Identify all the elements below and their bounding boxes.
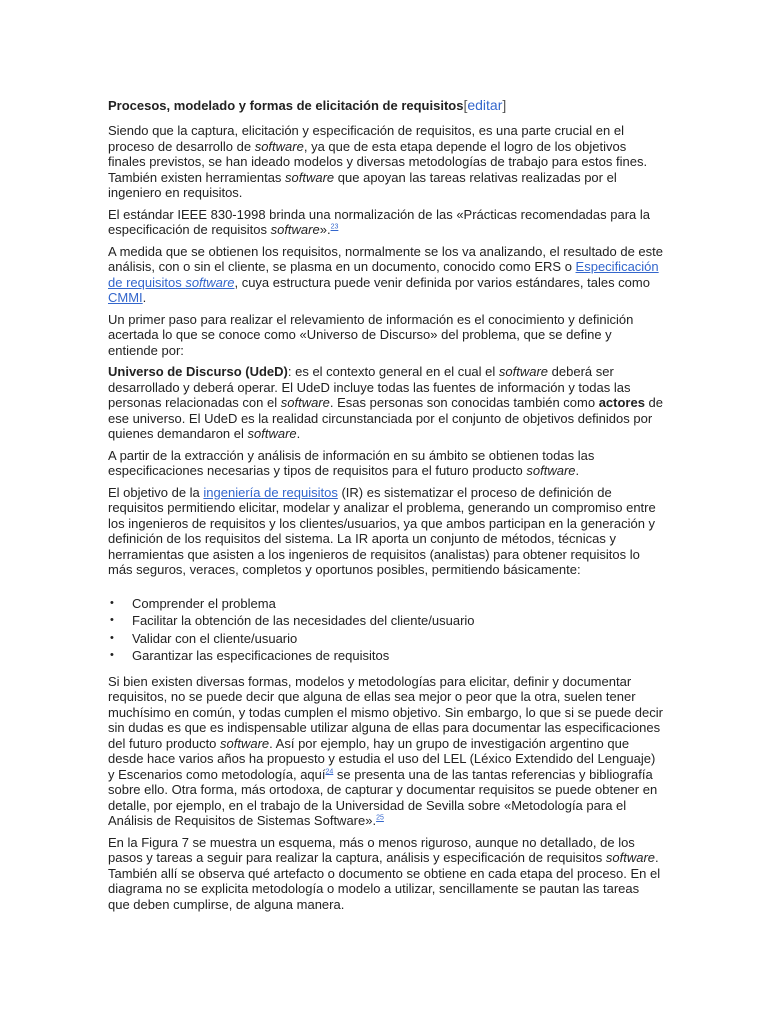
cmmi-link[interactable]: CMMI <box>108 290 143 305</box>
paragraph-udeD-definition: Universo de Discurso (UdeD): es el contexto general en el cual el software deberá ser desarrollado y deberá operar. El UdeD incluye todas las fuentes de información y todas las personas relacionadas con el software. Esas personas son conocidas también como actores de ese universo. El UdeD es la realidad circunstanciada por el conjunto de objetivos definidos por quienes demandaron el software. <box>108 364 664 441</box>
reference-link-24[interactable]: 24 <box>325 768 334 776</box>
paragraph-methodologies: Si bien existen diversas formas, modelos y metodologías para elicitar, definir y documentar requisitos, no se puede decir que alguna de ellas sea mejor o peor que la otra, suelen tener muchísimo en común, y todas cumplen el mismo objetivo. Sin embargo, lo que si se puede decir sin dudas es que es indispensable utilizar alguna de ellas para documentar las especificaciones del futuro producto software. Así por ejemplo, hay un grupo de investigación argentino que desde hace varios años ha propuesto y estudia el uso del LEL (Léxico Extendido del Lenguaje) y Escenarios como metodología, aquí$^{24}$ se presenta una de las tantas referencias y bibliografía sobre ello. Otra forma, más ortodoxa, de capturar y documentar requisitos se puede obtener en detalle, por ejemplo, en el trabajo de la Universidad de Sevilla sobre «Metodología para el Análisis de Requisitos de Sistemas Software».$^{25}$ <box>108 673 663 828</box>
section-heading <box>108 96 664 115</box>
ers-link[interactable]: Especificación de requisitos software <box>108 259 659 290</box>
paragraph-ers: A medida que se obtienen los requisitos, normalmente se los va analizando, el resultado de este análisis, con o sin el cliente, se plasma en un documento, conocido como ERS o Especificación de requisitos software, cuya estructura puede venir definida por varios estándares, tales como CMMI. <box>108 243 664 305</box>
paragraph-first-step: Un primer paso para realizar el relevamiento de información es el conocimiento y definición acertada lo que se conoce como «Universo de Discurso» del problema, que se define y entiende por: <box>108 311 634 358</box>
list-item: • Comprender el problema <box>108 596 664 612</box>
list-item: • Garantizar las especificaciones de requisitos <box>108 648 664 664</box>
paragraph-ieee-standard: El estándar IEEE 830-1998 brinda una normalización de las «Prácticas recomendadas para la especificación de requisitos software».$^{23}$ <box>108 206 650 237</box>
term-udeD: Universo de Discurso (UdeD) <box>108 364 288 379</box>
reference-link-25[interactable]: 25 <box>376 814 384 822</box>
paragraph-ir-objective: El objetivo de la ingeniería de requisitos (IR) es sistematizar el proceso de definición de requisitos permitiendo elicitar, modelar y analizar el problema, generando un compromiso entre los ingenieros de requisitos y los clientes/usuarios, ya que ambos participan en la generación y definición de los requisitos del sistema. La IR aporta un conjunto de métodos, técnicas y herramientas que asisten a los ingenieros de requisitos (analistas) para obtener requisitos lo más seguros, veraces, completos y oportunos posibles, permitiendo básicamente: <box>108 484 656 577</box>
reference-link-23[interactable]: 23 <box>330 223 339 231</box>
requirements-engineering-link[interactable]: ingeniería de requisitos <box>203 484 338 500</box>
paragraph-intro: Siendo que la captura, elicitación y especificación de requisitos, es una parte crucial en el proceso de desarrollo de software, ya que de esta etapa depende el logro de los objetivos finales previstos, se han ideado modelos y diversas metodologías de trabajo para estos fines. También existen herramientas software que apoyan las tareas relativas realizadas por el ingeniero en requisitos. <box>108 123 648 200</box>
list-item: • Facilitar la obtención de las necesidades del cliente/usuario <box>108 613 664 629</box>
objectives-list <box>108 596 664 664</box>
article-section <box>108 96 664 918</box>
edit-link[interactable]: editar <box>467 97 503 113</box>
section-title: Procesos, modelado y formas de elicitación de requisitos <box>108 98 464 113</box>
edit-link-wrapper: [editar] <box>463 97 507 113</box>
paragraph-extraction: A partir de la extracción y análisis de información en su ámbito se obtienen todas las especificaciones necesarias y tipos de requisitos para el futuro producto software. <box>108 447 595 478</box>
paragraph-figure-7: En la Figura 7 se muestra un esquema, más o menos riguroso, aunque no detallado, de los pasos y tareas a seguir para realizar la captura, análisis y especificación de requisitos software. También allí se observa qué artefacto o documento se obtiene en cada etapa del proceso. En el diagrama no se explicita metodología o modelo a utilizar, sencillamente se pautan las tareas que deben cumplirse, de alguna manera. <box>108 834 661 912</box>
term-actores: actores <box>598 395 645 410</box>
list-item: • Validar con el cliente/usuario <box>108 631 664 647</box>
